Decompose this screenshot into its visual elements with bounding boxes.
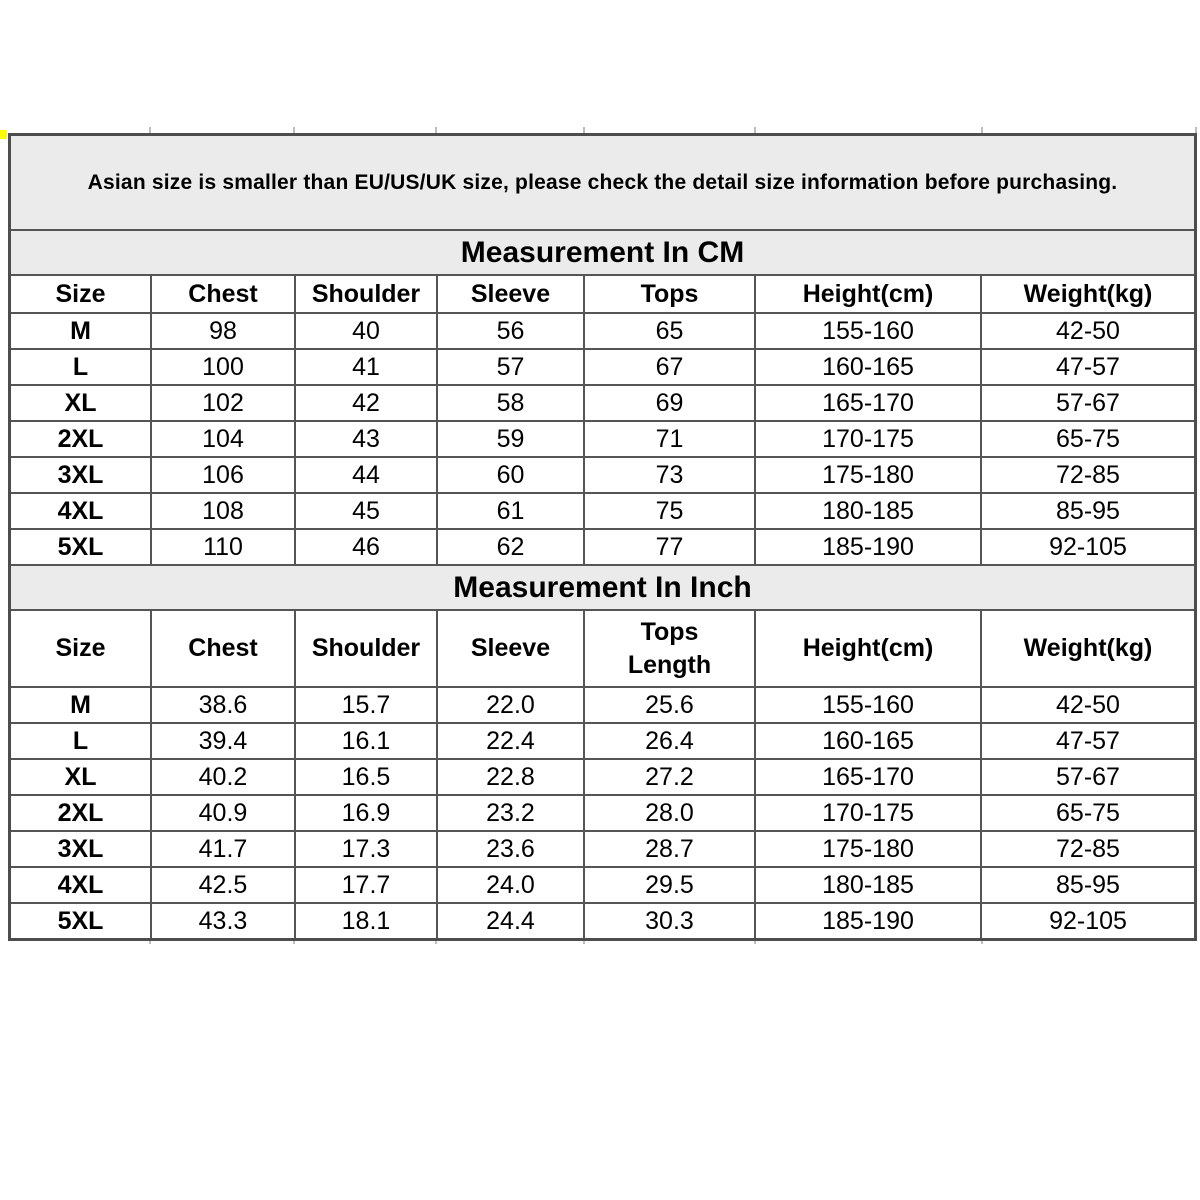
- inch-header-row: [11, 611, 1194, 687]
- cell-weight: 47-57: [981, 723, 1194, 759]
- cell-shoulder: 40: [295, 313, 437, 349]
- cell-size: 4XL: [11, 867, 151, 903]
- cell-shoulder: 44: [295, 457, 437, 493]
- cell-tops: 27.2: [584, 759, 755, 795]
- cell-tops: 28.7: [584, 831, 755, 867]
- cell-size: 2XL: [11, 421, 151, 457]
- cm-header-chest: Chest: [151, 276, 295, 313]
- cm-measurement-table: [11, 276, 1194, 566]
- cell-size: 5XL: [11, 529, 151, 565]
- cm-section-title: Measurement In CM: [11, 231, 1194, 276]
- cell-size: 5XL: [11, 903, 151, 938]
- cell-weight: 47-57: [981, 349, 1194, 385]
- cell-shoulder: 16.9: [295, 795, 437, 831]
- table-row: [11, 831, 1194, 867]
- cell-size: 2XL: [11, 795, 151, 831]
- cell-height: 175-180: [755, 831, 981, 867]
- cm-header-weight: Weight(kg): [981, 276, 1194, 313]
- cell-weight: 92-105: [981, 529, 1194, 565]
- cell-weight: 85-95: [981, 493, 1194, 529]
- table-row: [11, 867, 1194, 903]
- cell-shoulder: 16.5: [295, 759, 437, 795]
- cell-chest: 41.7: [151, 831, 295, 867]
- cell-chest: 98: [151, 313, 295, 349]
- cell-tops: 73: [584, 457, 755, 493]
- cell-height: 170-175: [755, 795, 981, 831]
- cell-size: L: [11, 349, 151, 385]
- cell-weight: 57-67: [981, 759, 1194, 795]
- cell-tops: 30.3: [584, 903, 755, 938]
- cell-tops: 26.4: [584, 723, 755, 759]
- cell-height: 180-185: [755, 867, 981, 903]
- cell-sleeve: 22.4: [437, 723, 584, 759]
- inch-header-weight: Weight(kg): [981, 611, 1194, 687]
- table-row: [11, 421, 1194, 457]
- cell-tops: 75: [584, 493, 755, 529]
- cell-sleeve: 59: [437, 421, 584, 457]
- cm-header-tops: Tops: [584, 276, 755, 313]
- table-row: [11, 687, 1194, 723]
- cell-height: 180-185: [755, 493, 981, 529]
- cell-shoulder: 46: [295, 529, 437, 565]
- cell-height: 155-160: [755, 687, 981, 723]
- cell-chest: 39.4: [151, 723, 295, 759]
- cell-tops: 65: [584, 313, 755, 349]
- cell-chest: 42.5: [151, 867, 295, 903]
- cell-weight: 42-50: [981, 313, 1194, 349]
- cell-height: 160-165: [755, 723, 981, 759]
- inch-header-height: Height(cm): [755, 611, 981, 687]
- cm-header-sleeve: Sleeve: [437, 276, 584, 313]
- inch-header-tops-length: Tops Length: [584, 611, 755, 687]
- cell-sleeve: 60: [437, 457, 584, 493]
- cell-tops: 29.5: [584, 867, 755, 903]
- table-row: [11, 723, 1194, 759]
- cm-header-size: Size: [11, 276, 151, 313]
- cell-height: 165-170: [755, 759, 981, 795]
- cell-chest: 108: [151, 493, 295, 529]
- cell-shoulder: 41: [295, 349, 437, 385]
- table-row: [11, 457, 1194, 493]
- cell-height: 160-165: [755, 349, 981, 385]
- cell-sleeve: 22.0: [437, 687, 584, 723]
- cell-height: 170-175: [755, 421, 981, 457]
- cell-sleeve: 61: [437, 493, 584, 529]
- cell-shoulder: 43: [295, 421, 437, 457]
- cell-height: 165-170: [755, 385, 981, 421]
- cell-weight: 72-85: [981, 457, 1194, 493]
- table-row: [11, 349, 1194, 385]
- cell-sleeve: 24.0: [437, 867, 584, 903]
- cell-shoulder: 18.1: [295, 903, 437, 938]
- notice-text: Asian size is smaller than EU/US/UK size, please check the detail size information before purchasing.: [87, 170, 1118, 194]
- cell-chest: 106: [151, 457, 295, 493]
- cell-chest: 104: [151, 421, 295, 457]
- cell-shoulder: 16.1: [295, 723, 437, 759]
- cell-tops: 28.0: [584, 795, 755, 831]
- inch-measurement-table: [11, 611, 1194, 938]
- cell-weight: 42-50: [981, 687, 1194, 723]
- cell-tops: 71: [584, 421, 755, 457]
- cell-sleeve: 23.2: [437, 795, 584, 831]
- cell-size: M: [11, 687, 151, 723]
- size-chart-sheet: [8, 133, 1197, 941]
- inch-header-sleeve: Sleeve: [437, 611, 584, 687]
- cell-weight: 72-85: [981, 831, 1194, 867]
- table-row: [11, 313, 1194, 349]
- cell-weight: 57-67: [981, 385, 1194, 421]
- cell-chest: 110: [151, 529, 295, 565]
- inch-header-chest: Chest: [151, 611, 295, 687]
- cell-size: XL: [11, 759, 151, 795]
- cell-chest: 40.2: [151, 759, 295, 795]
- cell-height: 185-190: [755, 903, 981, 938]
- cell-size: M: [11, 313, 151, 349]
- cell-sleeve: 58: [437, 385, 584, 421]
- cell-height: 185-190: [755, 529, 981, 565]
- cell-sleeve: 24.4: [437, 903, 584, 938]
- cm-header-shoulder: Shoulder: [295, 276, 437, 313]
- cell-height: 175-180: [755, 457, 981, 493]
- table-row: [11, 529, 1194, 565]
- inch-header-shoulder: Shoulder: [295, 611, 437, 687]
- cm-header-height: Height(cm): [755, 276, 981, 313]
- cell-sleeve: 62: [437, 529, 584, 565]
- cell-size: XL: [11, 385, 151, 421]
- notice-banner: [11, 136, 1194, 231]
- cell-size: 3XL: [11, 457, 151, 493]
- cell-tops: 77: [584, 529, 755, 565]
- yellow-corner-mark: [0, 130, 7, 139]
- table-row: [11, 903, 1194, 938]
- cell-chest: 100: [151, 349, 295, 385]
- inch-header-size: Size: [11, 611, 151, 687]
- cell-sleeve: 56: [437, 313, 584, 349]
- table-row: [11, 385, 1194, 421]
- cell-weight: 85-95: [981, 867, 1194, 903]
- table-row: [11, 795, 1194, 831]
- cell-sleeve: 23.6: [437, 831, 584, 867]
- cell-chest: 38.6: [151, 687, 295, 723]
- cell-size: 4XL: [11, 493, 151, 529]
- cell-size: L: [11, 723, 151, 759]
- cell-shoulder: 17.3: [295, 831, 437, 867]
- cell-chest: 43.3: [151, 903, 295, 938]
- cell-shoulder: 45: [295, 493, 437, 529]
- cell-sleeve: 22.8: [437, 759, 584, 795]
- table-row: [11, 759, 1194, 795]
- cell-chest: 102: [151, 385, 295, 421]
- cm-header-row: [11, 276, 1194, 313]
- cell-tops: 69: [584, 385, 755, 421]
- cell-chest: 40.9: [151, 795, 295, 831]
- cell-weight: 65-75: [981, 795, 1194, 831]
- cell-tops: 25.6: [584, 687, 755, 723]
- cell-sleeve: 57: [437, 349, 584, 385]
- cell-weight: 65-75: [981, 421, 1194, 457]
- cell-shoulder: 17.7: [295, 867, 437, 903]
- cell-shoulder: 15.7: [295, 687, 437, 723]
- cell-size: 3XL: [11, 831, 151, 867]
- cell-height: 155-160: [755, 313, 981, 349]
- table-row: [11, 493, 1194, 529]
- cell-weight: 92-105: [981, 903, 1194, 938]
- inch-section-title: Measurement In Inch: [11, 566, 1194, 611]
- cell-tops: 67: [584, 349, 755, 385]
- cell-shoulder: 42: [295, 385, 437, 421]
